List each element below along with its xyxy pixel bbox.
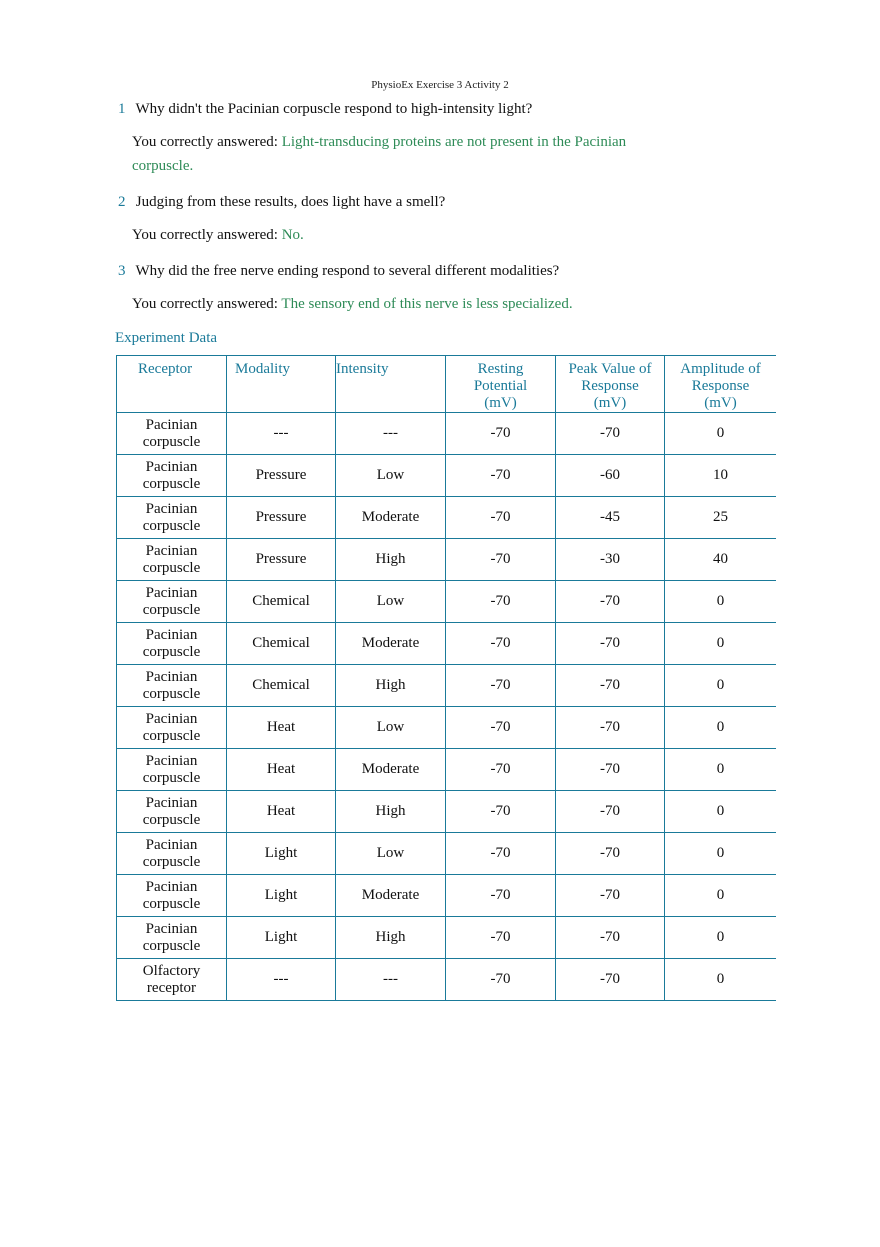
cell-amplitude: 0 [665, 623, 777, 665]
cell-peak-value: -70 [556, 917, 665, 959]
cell-intensity: Low [336, 707, 446, 749]
cell-resting-potential: -70 [446, 749, 556, 791]
question-number: 3 [118, 263, 126, 279]
cell-amplitude: 40 [665, 539, 777, 581]
cell-receptor: Pacinian corpuscle [117, 413, 227, 455]
cell-receptor: Pacinian corpuscle [117, 581, 227, 623]
cell-receptor: Pacinian corpuscle [117, 917, 227, 959]
cell-modality: Chemical [227, 665, 336, 707]
cell-modality: --- [227, 959, 336, 1001]
experiment-data-title: Experiment Data [115, 330, 218, 346]
question-1 [118, 101, 532, 118]
cell-receptor: Olfactory receptor [117, 959, 227, 1001]
cell-modality: Chemical [227, 623, 336, 665]
cell-intensity: --- [336, 413, 446, 455]
header-resting-potential: Resting Potential (mV) [446, 356, 556, 413]
question-3 [118, 263, 559, 280]
cell-peak-value: -30 [556, 539, 665, 581]
answer-prefix: You correctly answered: [132, 296, 282, 312]
table-header-row [117, 356, 777, 413]
question-2 [118, 194, 445, 211]
cell-receptor: Pacinian corpuscle [117, 875, 227, 917]
header-intensity: Intensity [336, 356, 446, 413]
cell-intensity: High [336, 791, 446, 833]
answer-1 [132, 130, 652, 178]
cell-receptor: Pacinian corpuscle [117, 497, 227, 539]
cell-modality: Pressure [227, 539, 336, 581]
cell-intensity: High [336, 665, 446, 707]
cell-resting-potential: -70 [446, 665, 556, 707]
cell-modality: Chemical [227, 581, 336, 623]
table-row [117, 749, 777, 791]
cell-resting-potential: -70 [446, 959, 556, 1001]
cell-resting-potential: -70 [446, 455, 556, 497]
experiment-data-table-container [116, 355, 776, 1011]
cell-receptor: Pacinian corpuscle [117, 833, 227, 875]
cell-amplitude: 0 [665, 707, 777, 749]
answer-prefix: You correctly answered: [132, 227, 282, 243]
question-text: Why did the free nerve ending respond to several different modalities? [135, 263, 560, 279]
header-peak-value: Peak Value of Response (mV) [556, 356, 665, 413]
cell-modality: Light [227, 833, 336, 875]
page-title: PhysioEx Exercise 3 Activity 2 [371, 79, 509, 91]
table-row [117, 539, 777, 581]
table-row [117, 707, 777, 749]
cell-modality: Heat [227, 791, 336, 833]
cell-modality: Light [227, 917, 336, 959]
question-number: 1 [118, 101, 126, 117]
cell-intensity: High [336, 539, 446, 581]
table-row [117, 413, 777, 455]
cell-resting-potential: -70 [446, 623, 556, 665]
cell-resting-potential: -70 [446, 833, 556, 875]
cell-modality: Pressure [227, 455, 336, 497]
cell-modality: Light [227, 875, 336, 917]
cell-peak-value: -70 [556, 875, 665, 917]
answer-2 [132, 223, 652, 247]
question-text: Judging from these results, does light have a smell? [135, 194, 446, 210]
cell-amplitude: 0 [665, 917, 777, 959]
cell-resting-potential: -70 [446, 581, 556, 623]
cell-intensity: Moderate [336, 623, 446, 665]
cell-peak-value: -70 [556, 623, 665, 665]
cell-peak-value: -70 [556, 749, 665, 791]
cell-receptor: Pacinian corpuscle [117, 707, 227, 749]
cell-intensity: Low [336, 833, 446, 875]
cell-resting-potential: -70 [446, 917, 556, 959]
cell-peak-value: -70 [556, 833, 665, 875]
header-receptor: Receptor [117, 356, 227, 413]
cell-peak-value: -45 [556, 497, 665, 539]
cell-amplitude: 25 [665, 497, 777, 539]
cell-peak-value: -70 [556, 581, 665, 623]
cell-amplitude: 0 [665, 875, 777, 917]
cell-receptor: Pacinian corpuscle [117, 623, 227, 665]
cell-receptor: Pacinian corpuscle [117, 749, 227, 791]
cell-amplitude: 0 [665, 833, 777, 875]
header-modality: Modality [227, 356, 336, 413]
answer-prefix: You correctly answered: [132, 134, 282, 150]
cell-modality: Heat [227, 749, 336, 791]
table-row [117, 623, 777, 665]
question-number: 2 [118, 194, 126, 210]
cell-modality: Heat [227, 707, 336, 749]
experiment-data-table [116, 355, 776, 1001]
table-row [117, 875, 777, 917]
cell-amplitude: 0 [665, 413, 777, 455]
cell-resting-potential: -70 [446, 413, 556, 455]
cell-resting-potential: -70 [446, 539, 556, 581]
cell-intensity: --- [336, 959, 446, 1001]
cell-resting-potential: -70 [446, 875, 556, 917]
header-amplitude: Amplitude of Response (mV) [665, 356, 777, 413]
cell-receptor: Pacinian corpuscle [117, 455, 227, 497]
cell-receptor: Pacinian corpuscle [117, 791, 227, 833]
cell-resting-potential: -70 [446, 497, 556, 539]
cell-intensity: High [336, 917, 446, 959]
table-row [117, 917, 777, 959]
answer-text: No. [281, 227, 304, 243]
cell-peak-value: -70 [556, 707, 665, 749]
cell-modality: Pressure [227, 497, 336, 539]
cell-peak-value: -70 [556, 791, 665, 833]
cell-peak-value: -70 [556, 665, 665, 707]
cell-peak-value: -70 [556, 959, 665, 1001]
table-row [117, 833, 777, 875]
cell-receptor: Pacinian corpuscle [117, 539, 227, 581]
table-row [117, 455, 777, 497]
cell-intensity: Moderate [336, 875, 446, 917]
table-row [117, 581, 777, 623]
table-row [117, 665, 777, 707]
cell-intensity: Low [336, 581, 446, 623]
answer-text: The sensory end of this nerve is less specialized. [281, 296, 573, 312]
cell-intensity: Moderate [336, 749, 446, 791]
question-text: Why didn't the Pacinian corpuscle respond to high-intensity light? [135, 101, 533, 117]
cell-modality: --- [227, 413, 336, 455]
cell-resting-potential: -70 [446, 707, 556, 749]
cell-amplitude: 0 [665, 749, 777, 791]
table-row [117, 497, 777, 539]
cell-receptor: Pacinian corpuscle [117, 665, 227, 707]
table-row [117, 959, 777, 1001]
cell-amplitude: 10 [665, 455, 777, 497]
answer-3 [132, 292, 652, 316]
cell-resting-potential: -70 [446, 791, 556, 833]
cell-amplitude: 0 [665, 581, 777, 623]
cell-intensity: Moderate [336, 497, 446, 539]
cell-peak-value: -70 [556, 413, 665, 455]
cell-amplitude: 0 [665, 959, 777, 1001]
cell-peak-value: -60 [556, 455, 665, 497]
table-row [117, 791, 777, 833]
cell-intensity: Low [336, 455, 446, 497]
cell-amplitude: 0 [665, 665, 777, 707]
answer-text: Light-transducing proteins are not present in the Pacinian [281, 134, 627, 150]
answer-text-continued: corpuscle. [132, 158, 194, 174]
cell-amplitude: 0 [665, 791, 777, 833]
